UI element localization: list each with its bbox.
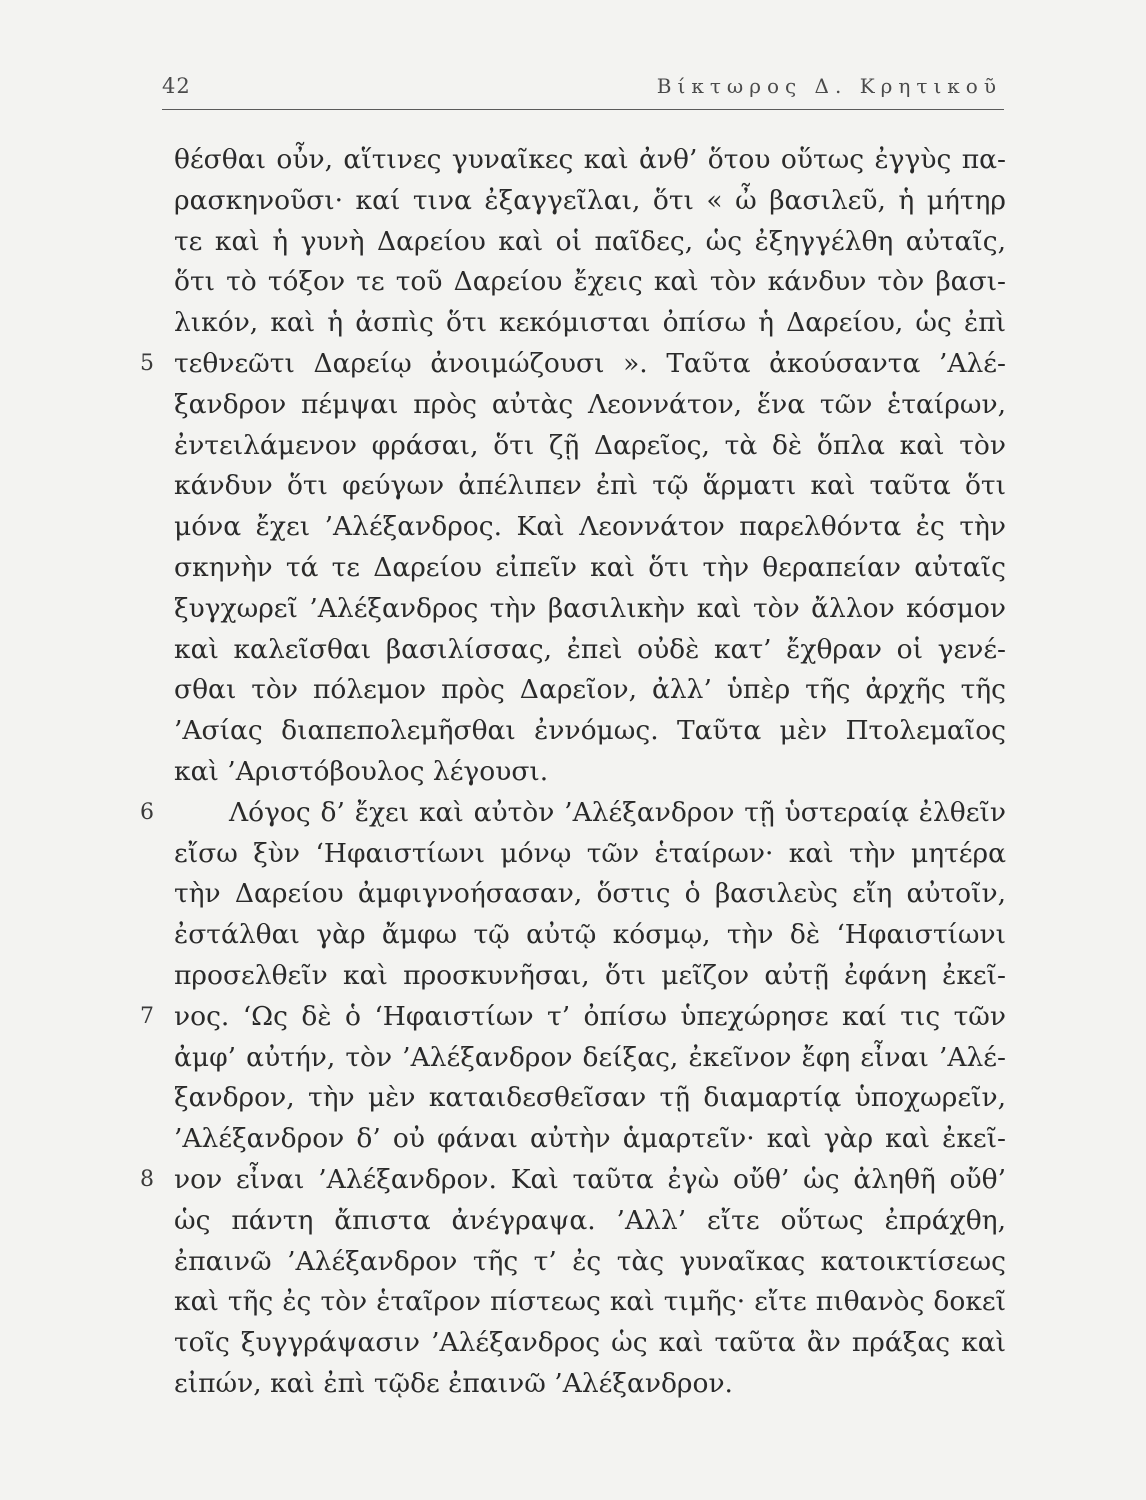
- text-line: ’Ασίας διαπεπολεμῆσθαι ἐννόμως. Ταῦτα μὲν Πτολεμαῖος: [174, 715, 1006, 747]
- line-text: νον εἶναι ’Αλέξανδρον. Καὶ ταῦτα ἐγὼ οὔθ’ ὡς ἀληθῆ οὔθ’: [174, 1163, 1006, 1195]
- text-line: ὡς πάντη ἄπιστα ἀνέγραψα. ’Αλλ’ εἴτε οὕτως ἐπράχθη,: [174, 1204, 1006, 1236]
- text-line: τε καὶ ἡ γυνὴ Δαρείου καὶ οἱ παῖδες, ὡς ἐξηγγέλθη αὐταῖς,: [174, 225, 1006, 257]
- greek-text-body: [140, 140, 1006, 1405]
- text-line: ρασκηνοῦσι· καί τινα ἐξαγγεῖλαι, ὅτι « ὦ βασιλεῦ, ἡ μήτηρ: [174, 184, 1006, 216]
- margin-line-number: 5: [140, 350, 154, 376]
- text-line: ἀμφ’ αὐτήν, τὸν ’Αλέξανδρον δείξας, ἐκεῖνον ἔφη εἶναι ’Αλέ-: [174, 1041, 1006, 1073]
- text-line: ξανδρον πέμψαι πρὸς αὐτὰς Λεοννάτον, ἕνα τῶν ἑταίρων,: [174, 388, 1006, 420]
- text-line: ’Αλέξανδρον δ’ οὐ φάναι αὐτὴν ἁμαρτεῖν· καὶ γὰρ καὶ ἐκεῖ-: [174, 1123, 1006, 1155]
- text-line: ἐπαινῶ ’Αλέξανδρον τῆς τ’ ἐς τὰς γυναῖκας κατοικτίσεως: [174, 1245, 1006, 1277]
- text-line: κάνδυν ὅτι φεύγων ἀπέλιπεν ἐπὶ τῷ ἅρματι καὶ ταῦτα ὅτι: [174, 470, 1006, 502]
- margin-line-number: 8: [140, 1166, 154, 1192]
- text-line: καὶ τῆς ἐς τὸν ἑταῖρον πίστεως καὶ τιμῆς· εἴτε πιθανὸς δοκεῖ: [174, 1286, 1006, 1318]
- text-line: σκηνὴν τά τε Δαρείου εἰπεῖν καὶ ὅτι τὴν θεραπείαν αὐταῖς: [174, 551, 1006, 583]
- text-line: ξανδρον, τὴν μὲν καταιδεσθεῖσαν τῇ διαμαρτίᾳ ὑποχωρεῖν,: [174, 1082, 1006, 1114]
- margin-line-number: 7: [140, 1003, 154, 1029]
- text-line: [140, 344, 1006, 385]
- text-line: [140, 793, 1006, 834]
- line-text: τεθνεῶτι Δαρείῳ ἀνοιμώζουσι ». Ταῦτα ἀκούσαντα ’Αλέ-: [174, 347, 1006, 379]
- text-line: σθαι τὸν πόλεμον πρὸς Δαρεῖον, ἀλλ’ ὑπὲρ τῆς ἀρχῆς τῆς: [174, 674, 1006, 706]
- text-line: ξυγχωρεῖ ’Αλέξανδρος τὴν βασιλικὴν καὶ τὸν ἄλλον κόσμον: [174, 592, 1006, 624]
- text-line: θέσθαι οὖν, αἵτινες γυναῖκες καὶ ἀνθ’ ὅτου οὕτως ἐγγὺς πα-: [174, 144, 1006, 175]
- text-line: μόνα ἔχει ’Αλέξανδρος. Καὶ Λεοννάτον παρελθόντα ἐς τὴν: [174, 511, 1006, 543]
- text-line: προσελθεῖν καὶ προσκυνῆσαι, ὅτι μεῖζον αὐτῇ ἐφάνη ἐκεῖ-: [174, 959, 1006, 991]
- text-line: ἐντειλάμενον φράσαι, ὅτι ζῇ Δαρεῖος, τὰ δὲ ὅπλα καὶ τὸν: [174, 429, 1006, 461]
- margin-line-number: 6: [140, 799, 154, 825]
- line-text: Λόγος δ’ ἔχει καὶ αὐτὸν ’Αλέξανδρον τῇ ὑστεραίᾳ ἐλθεῖν: [229, 796, 1006, 828]
- page-number: 42: [162, 74, 191, 98]
- running-head: [162, 70, 1004, 110]
- text-line: ὅτι τὸ τόξον τε τοῦ Δαρείου ἔχεις καὶ τὸν κάνδυν τὸν βασι-: [174, 266, 1006, 298]
- text-line: [140, 997, 1006, 1038]
- text-line: τοῖς ξυγγράψασιν ’Αλέξανδρος ὡς καὶ ταῦτα ἂν πράξας καὶ: [174, 1327, 1006, 1359]
- text-line: λικόν, καὶ ἡ ἀσπὶς ὅτι κεκόμισται ὀπίσω ἡ Δαρείου, ὡς ἐπὶ: [174, 307, 1006, 339]
- text-line: καὶ καλεῖσθαι βασιλίσσας, ἐπεὶ οὐδὲ κατ’ ἔχθραν οἱ γενέ-: [174, 633, 1006, 665]
- line-text: νος. ‘Ως δὲ ὁ ‘Ηφαιστίων τ’ ὀπίσω ὑπεχώρησε καί τις τῶν: [174, 1000, 1006, 1032]
- text-line: ἐστάλθαι γὰρ ἄμφω τῷ αὐτῷ κόσμῳ, τὴν δὲ ‘Ηφαιστίωνι: [174, 919, 1006, 951]
- text-line: εἴσω ξὺν ‘Ηφαιστίωνι μόνῳ τῶν ἑταίρων· καὶ τὴν μητέρα: [174, 837, 1006, 869]
- text-line: [140, 1160, 1006, 1201]
- text-line: καὶ ’Αριστόβουλος λέγουσι.: [174, 755, 549, 787]
- text-line: εἰπών, καὶ ἐπὶ τῷδε ἐπαινῶ ’Αλέξανδρον.: [174, 1367, 733, 1399]
- header-rule: [162, 109, 1004, 110]
- text-line: τὴν Δαρείου ἀμφιγνοήσασαν, ὅστις ὁ βασιλεὺς εἴη αὐτοῖν,: [174, 878, 1006, 910]
- running-title: Βίκτωρος Δ. Κρητικοῦ: [656, 74, 1002, 98]
